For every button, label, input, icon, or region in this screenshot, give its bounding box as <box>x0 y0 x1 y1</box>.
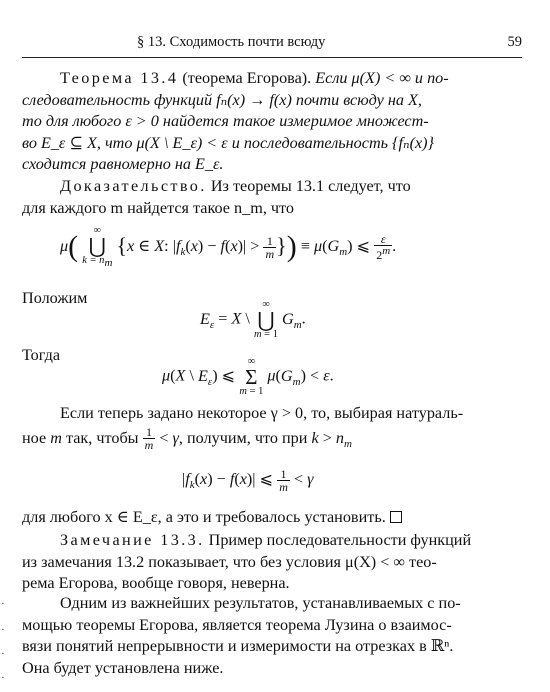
closing-line-4: Она будет установлена ниже. <box>22 658 224 677</box>
remark-label: Замечание 13.3. <box>60 531 205 549</box>
theorem-block <box>22 68 522 176</box>
theorem-line-1: Если μ(X) < ∞ и по- <box>315 69 449 87</box>
theorem-line-5: сходится равномерно на E_ε. <box>22 155 224 174</box>
closing-line-2: мощью теоремы Егорова, является теорема Лузина о взаимос- <box>22 615 452 634</box>
closing-paragraph <box>22 593 522 679</box>
gamma-line-1: Если теперь задано некоторое γ > 0, то, выбирая натураль- <box>60 404 464 422</box>
theorem-label: Теорема 13.4 <box>60 69 179 87</box>
theorem-line-4: во E_ε ⊆ X, что μ(X \ E_ε) < ε и последовательность {fₙ(x)} <box>22 133 435 152</box>
theorem-name: (теорема Егорова). <box>182 69 312 87</box>
remark-line-1: Пример последовательности функций <box>208 531 472 549</box>
proof-label: Доказательство. <box>60 177 207 195</box>
proof-line-2: для каждого m найдется такое n_m, что <box>22 198 295 217</box>
gamma-paragraph: Если теперь задано некоторое γ > 0, то, выбирая натураль- ное m так, чтобы $\frac{1}{m}$ < γ, получим, что при $k > n_m$ <box>22 403 522 451</box>
formula-measure-union: μ( ∞ ⋃ $k = n_m$ {x ∈ X: $|f_k(x) - f(x)|$ > $\frac{1}{m}$ }) ≡ $\mu(G_m)$ ⩽ $\frac{\varepsilon}{2^m}$ . <box>60 225 397 269</box>
proof-end <box>22 507 522 529</box>
formula-uniform-bound: $|f_k(x) - f(x)|$ ⩽ $\frac{1}{m}$ < γ <box>182 467 314 494</box>
proof-end-text: для любого x ∈ E_ε, а это и требовалось установить. <box>22 508 386 526</box>
header-rule <box>22 57 522 58</box>
remark-block <box>22 530 522 595</box>
then-label: Тогда <box>22 346 61 364</box>
theorem-line-2: следовательность функций fₙ(x) → f(x) почти всюду на X, <box>22 90 422 109</box>
closing-line-3: вязи понятий непрерывности и измеримости на отрезках в ℝⁿ. <box>22 637 454 656</box>
page-number: 59 <box>507 34 522 50</box>
theorem-line-3: то для любого ε > 0 найдется такое измеримое множест- <box>22 112 429 131</box>
proof-intro <box>22 176 522 219</box>
section-title: § 13. Сходимость почти всюду <box>137 34 326 50</box>
running-header <box>22 34 522 56</box>
proof-line-1: Из теоремы 13.1 следует, что <box>210 177 411 195</box>
qed-square-icon <box>390 511 402 523</box>
remark-line-2: из замечания 13.2 показывает, что без условия μ(X) < ∞ тео- <box>22 552 437 571</box>
formula-e-epsilon: $E_\varepsilon = X$ \ ∞ ⋃ m = 1 $G_m$. <box>200 299 306 340</box>
remark-line-3: рема Егорова, вообще говоря, неверна. <box>22 574 290 593</box>
put-label: Положим <box>22 289 88 307</box>
closing-line-1: Одним из важнейших результатов, устанавливаемых с по- <box>60 594 461 612</box>
book-page: § 13. Сходимость почти всюду 59 Теорема 13.4 (теорема Егорова). Если μ(X) < ∞ и по- следовательность функций fₙ(x) → f(x) почти всюду на X, то для любого ε > 0 найдется такое измеримое множест- во E_ε ⊆ X, что μ(X \ E_ε) < ε и последовательность {fₙ(x)} сходится равномерно на E_ε. Доказательство. Из теоремы 13.1 следует, что для каждого m найдется такое n_m, что μ( ∞ ⋃ $k = n_m$ {x ∈ X: $|f_k(x) - f(x)|$ > $\frac{1}{m}$ }) ≡ $\mu(G_m)$ ⩽ $\frac{\varepsilon}{2^m}$ . Положим $E_\varepsilon = X$ \ ∞ ⋃ m = 1 $G_m$. Тогда μ(X \ $E_\varepsilon$) ⩽ ∞ Σ m = 1 $\mu(G_m) < \varepsilon$. Если теперь задано некоторое γ > 0, то, выбирая натураль- ное m так, чтобы $\frac{1}{m}$ < γ, получим, что при $k > n_m$ $|f_k(x) - f(x)|$ ⩽ $\frac{1}{m}$ < γ для любого x ∈ E_ε, а это и требовалось установить. Замечание 13.3. Пример последовательности функций из замечания 13.2 показывает, что без условия μ(X) < ∞ тео- рема Егорова, вообще говоря, неверна. Одним из важнейших результатов, устанавливаемых с по- мощью теоремы Егорова, является теорема Лузина о взаимос- вязи понятий непрерывности и измеримости на отрезках в ℝⁿ. Она будет установлена ниже. · · · · <box>1 34 522 684</box>
formula-measure-bound: μ(X \ $E_\varepsilon$) ⩽ ∞ Σ m = 1 $\mu(G_m) < \varepsilon$. <box>162 356 334 397</box>
